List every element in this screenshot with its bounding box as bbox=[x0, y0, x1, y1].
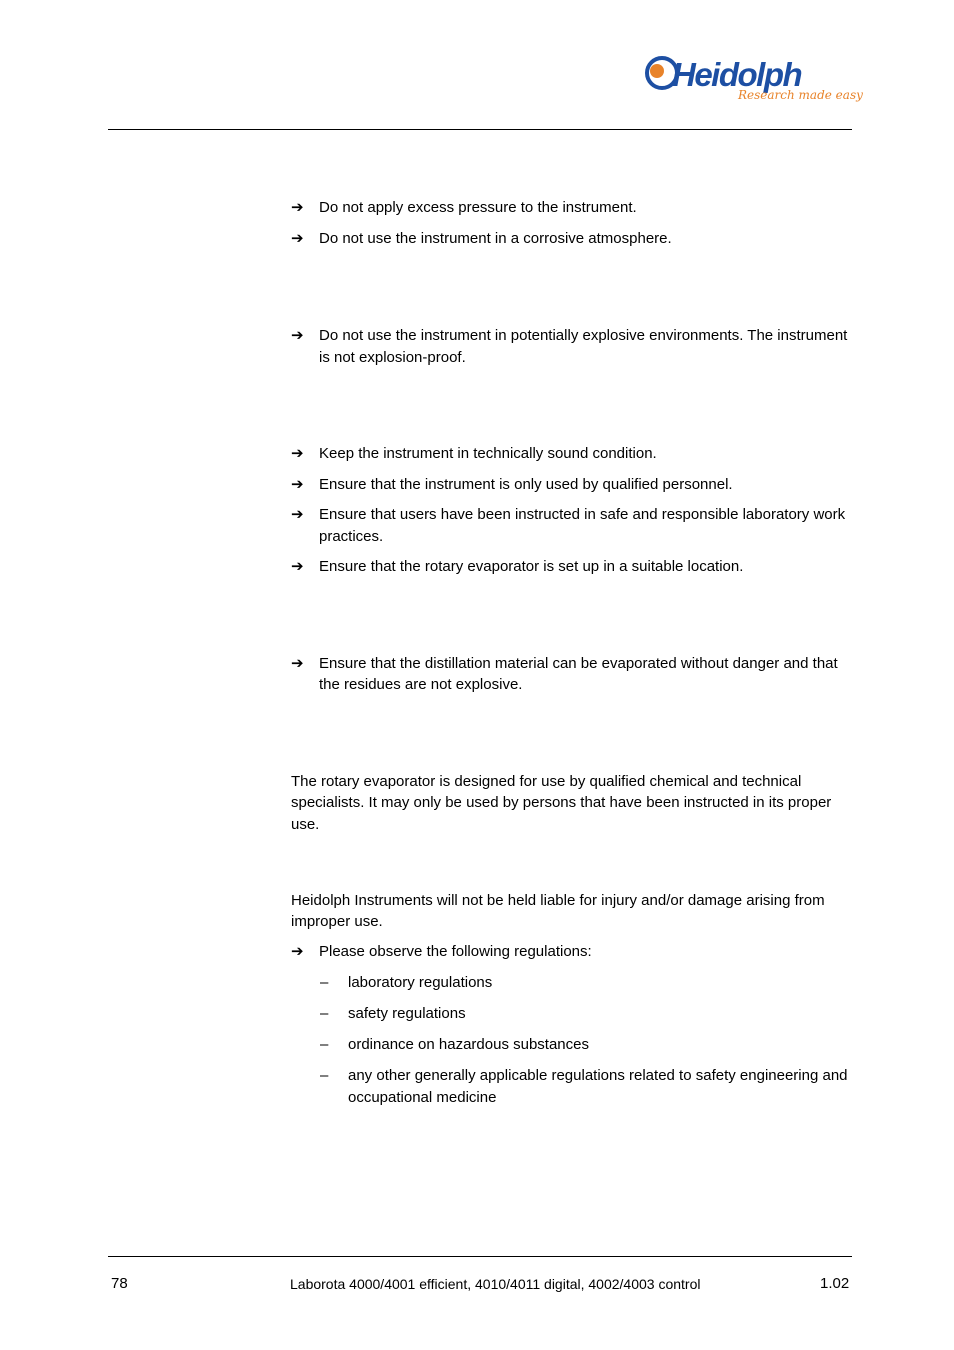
arrow-icon: ➔ bbox=[291, 476, 304, 493]
bullet-text: Do not use the instrument in a corrosive atmosphere. bbox=[319, 230, 672, 247]
bullet-item bbox=[291, 325, 851, 368]
bullet-item bbox=[291, 197, 851, 219]
header-rule bbox=[108, 129, 852, 130]
bullet-text: Ensure that the rotary evaporator is set up in a suitable location. bbox=[319, 557, 744, 575]
bullet-text: Ensure that the instrument is only used by qualified personnel. bbox=[319, 476, 733, 493]
dash-marker: – bbox=[320, 1067, 329, 1084]
paragraph: Heidolph Instruments will not be held liable for injury and/or damage arising from improper use. bbox=[291, 891, 825, 930]
bullet-text: Do not use the instrument in potentially explosive environments. The instrument is not explosion-proof. bbox=[319, 327, 848, 366]
list-item-text: laboratory regulations bbox=[348, 974, 493, 991]
arrow-icon: ➔ bbox=[291, 230, 304, 247]
bullet-item bbox=[291, 443, 851, 465]
version-number: 1.02 bbox=[820, 1275, 850, 1292]
bullet-item bbox=[291, 556, 851, 578]
bullet-text: Please observe the following regulations: bbox=[319, 943, 592, 960]
logo-text: Heidolph bbox=[672, 56, 802, 93]
dash-marker: – bbox=[320, 974, 329, 991]
footer-rule bbox=[108, 1256, 852, 1257]
arrow-icon: ➔ bbox=[291, 654, 304, 672]
document-title: Laborota 4000/4001 efficient, 4010/4011 digital, 4002/4003 control bbox=[290, 1276, 701, 1292]
logo-tagline: Research made easy bbox=[738, 88, 863, 102]
bullet-item bbox=[291, 504, 851, 547]
paragraph: The rotary evaporator is designed for use by qualified chemical and technical specialists. It may only be used by persons that have been instructed in its proper use. bbox=[291, 772, 832, 833]
page-content bbox=[291, 197, 851, 1108]
bullet-item bbox=[291, 228, 851, 250]
bullet-text: Do not apply excess pressure to the instrument. bbox=[319, 199, 637, 216]
page-number: 78 bbox=[111, 1275, 128, 1292]
list-item bbox=[291, 1034, 851, 1056]
list-item bbox=[291, 1003, 851, 1025]
list-item bbox=[291, 972, 851, 994]
dash-marker: – bbox=[320, 1005, 329, 1022]
list-item bbox=[291, 1065, 851, 1108]
bullet-item bbox=[291, 474, 851, 496]
bullet-text: Ensure that the distillation material can be evaporated without danger and that the residues are not explosive. bbox=[319, 654, 838, 693]
arrow-icon: ➔ bbox=[291, 943, 304, 960]
bullet-text: Keep the instrument in technically sound condition. bbox=[319, 445, 657, 462]
list-item-text: any other generally applicable regulations related to safety engineering and occupational medicine bbox=[348, 1067, 848, 1106]
dash-marker: – bbox=[320, 1036, 329, 1053]
list-item-text: ordinance on hazardous substances bbox=[348, 1036, 589, 1053]
bullet-item bbox=[291, 941, 851, 963]
heidolph-logo bbox=[645, 52, 863, 112]
arrow-icon: ➔ bbox=[291, 557, 304, 575]
arrow-icon: ➔ bbox=[291, 199, 304, 216]
list-item-text: safety regulations bbox=[348, 1005, 466, 1022]
bullet-text: Ensure that users have been instructed in safe and responsible laboratory work practices. bbox=[319, 506, 846, 545]
arrow-icon: ➔ bbox=[291, 445, 304, 462]
arrow-icon: ➔ bbox=[291, 327, 304, 344]
bullet-item bbox=[291, 653, 851, 696]
arrow-icon: ➔ bbox=[291, 506, 304, 523]
